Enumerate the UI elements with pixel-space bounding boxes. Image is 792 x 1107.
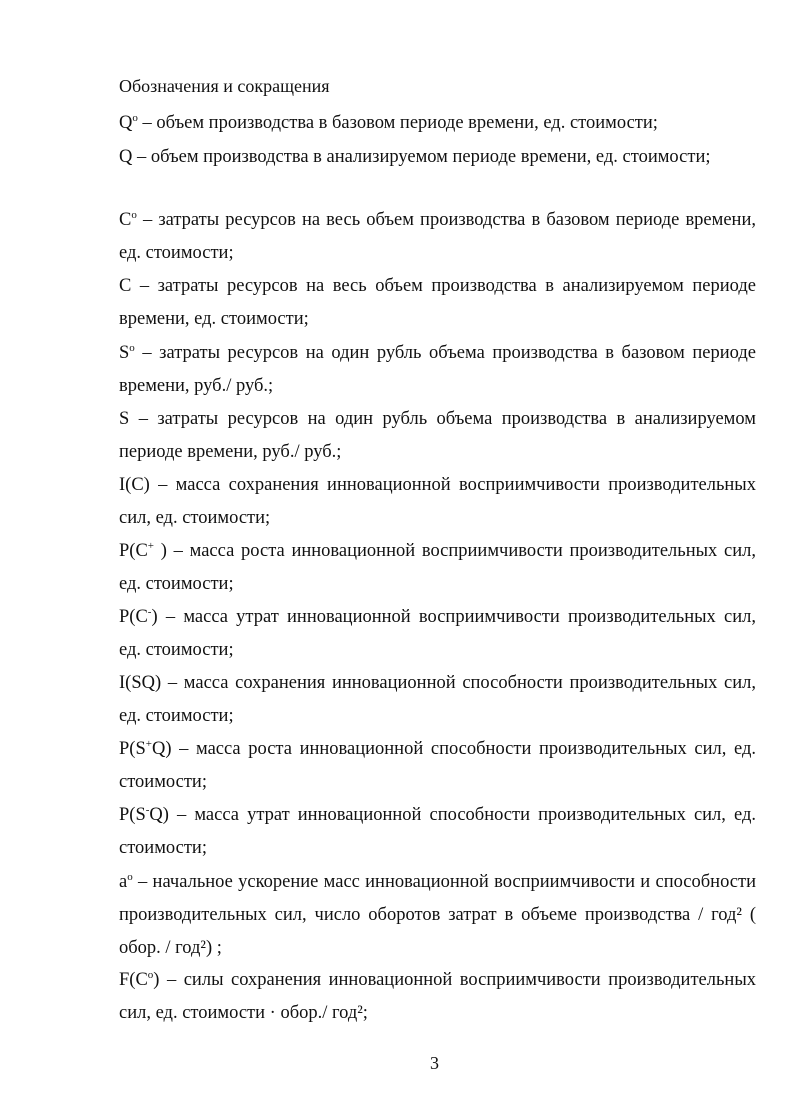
symbol: S xyxy=(119,343,130,363)
definition-entry xyxy=(119,469,756,535)
symbol: S xyxy=(119,409,130,429)
symbol-superscript: - xyxy=(147,606,152,618)
symbol: C xyxy=(119,276,132,296)
definition-entry xyxy=(119,667,756,733)
definition-entry xyxy=(119,733,756,799)
definition-entry xyxy=(119,107,756,140)
definition-text: – силы сохранения инновационной восприимчивости производительных сил, ед. стоимости · обор./ год²; xyxy=(119,970,756,1023)
definition-text: – объем производства в анализируемом периоде времени, ед. стоимости; xyxy=(132,147,711,167)
definition-entry xyxy=(119,270,756,336)
symbol: F(C xyxy=(119,970,148,990)
definition-entry xyxy=(119,866,756,965)
symbol: Q xyxy=(119,147,133,167)
symbol: a xyxy=(119,872,128,892)
definition-entry xyxy=(119,601,756,667)
symbol-superscript: o xyxy=(129,342,135,354)
definition-text: – начальное ускорение масс инновационной восприимчивости и способности производительных сил, число оборотов затрат в объеме производства / год² ( обор. / год²) ; xyxy=(119,872,756,958)
symbol-tail: Q) xyxy=(151,739,172,759)
symbol-superscript: o xyxy=(132,112,138,124)
definition-text: – масса сохранения инновационной восприимчивости производительных сил, ед. стоимости; xyxy=(119,475,756,528)
definition-entry xyxy=(119,204,756,270)
definition-entry xyxy=(119,141,756,174)
symbol: P(C xyxy=(119,607,148,627)
symbol: P(C xyxy=(119,541,148,561)
symbol: C xyxy=(119,210,132,230)
symbol-superscript: o xyxy=(147,969,154,981)
symbol: P(S xyxy=(119,739,146,759)
symbol: P(S xyxy=(119,805,146,825)
symbol-tail: Q) xyxy=(149,805,169,825)
definition-text: – масса роста инновационной восприимчивости производительных сил, ед. стоимости; xyxy=(119,541,756,594)
definition-entry xyxy=(119,799,756,865)
symbol: I(C) xyxy=(119,475,150,495)
page-number: 3 xyxy=(430,1053,439,1073)
definition-text: – затраты ресурсов на один рубль объема производства в анализируемом периоде времени, руб./ руб.; xyxy=(119,409,756,462)
symbol-tail: ) xyxy=(153,970,160,990)
section-heading: Обозначения и сокращения xyxy=(119,76,330,96)
symbol-superscript: - xyxy=(145,804,150,816)
definition-text: – масса сохранения инновационной способности производительных сил, ед. стоимости; xyxy=(119,673,756,726)
definition-entry xyxy=(119,535,756,601)
definition-text: – объем производства в базовом периоде времени, ед. стоимости; xyxy=(137,113,658,133)
symbol-superscript: + xyxy=(147,540,155,552)
symbol-tail: ) xyxy=(151,607,158,627)
definition-text: – затраты ресурсов на весь объем производства в анализируемом периоде времени, ед. стоимости; xyxy=(119,276,756,329)
symbol-tail: ) xyxy=(154,541,167,561)
definition-entry xyxy=(119,337,756,403)
definition-text: – масса роста инновационной способности производительных сил, ед. стоимости; xyxy=(119,739,756,792)
symbol: I(SQ) xyxy=(119,673,162,693)
definition-text: – затраты ресурсов на весь объем производства в базовом периоде времени, ед. стоимости; xyxy=(119,210,756,263)
definition-entry xyxy=(119,964,756,1030)
symbol-superscript: + xyxy=(145,738,152,750)
symbol-superscript: o xyxy=(131,209,137,221)
definition-text: – затраты ресурсов на один рубль объема производства в базовом периоде времени, руб./ руб.; xyxy=(119,343,756,396)
symbol-superscript: o xyxy=(127,871,133,883)
definition-entry xyxy=(119,403,756,469)
definition-text: – масса утрат инновационной восприимчивости производительных сил, ед. стоимости; xyxy=(119,607,756,660)
symbol: Q xyxy=(119,113,133,133)
definition-text: – масса утрат инновационной способности производительных сил, ед. стоимости; xyxy=(119,805,756,858)
